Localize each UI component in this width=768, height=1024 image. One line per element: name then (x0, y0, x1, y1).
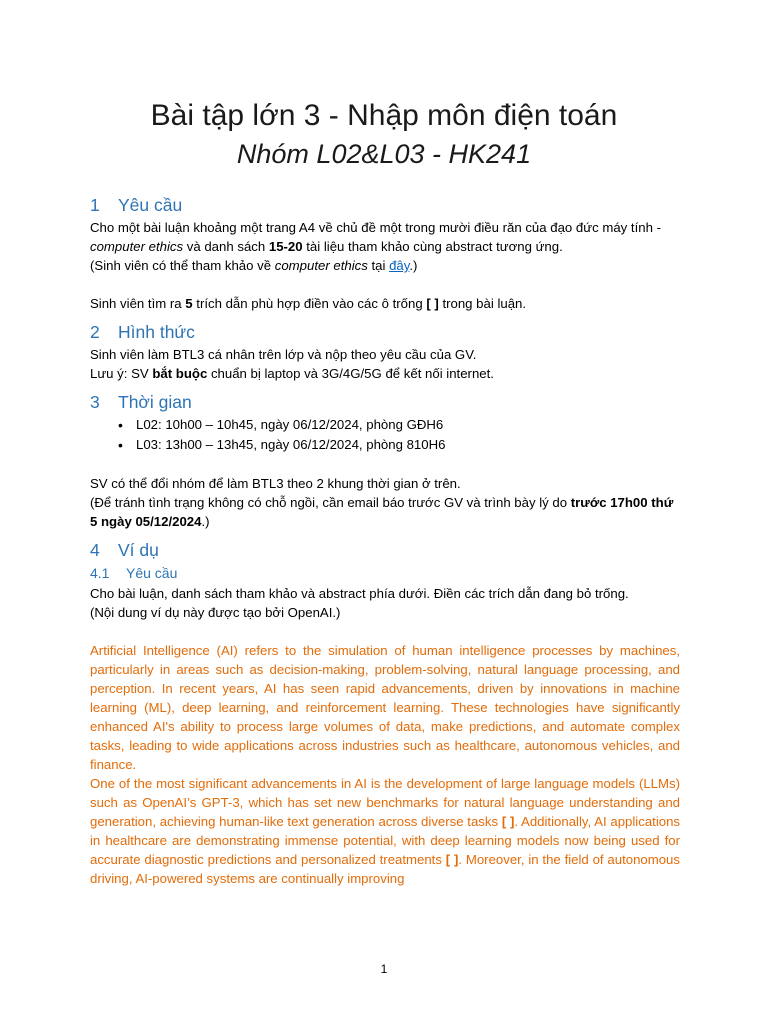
section-heading-yeu-cau (90, 192, 680, 218)
text-run: .) (409, 258, 418, 273)
example-instruction: Cho bài luận, danh sách tham khảo và abstract phía dưới. Điền các trích dẫn đang bỏ trống. (90, 586, 629, 601)
section-heading-hinh-thuc (90, 319, 680, 345)
page-number: 1 (380, 962, 388, 976)
citation-blank: [ ] (445, 852, 459, 867)
text-run: .) (201, 514, 210, 529)
text-run: Sinh viên tìm ra (90, 296, 186, 311)
requirement-paragraph (90, 218, 680, 256)
text-run: chuẩn bị laptop và 3G/4G/5G để kết nối internet. (207, 366, 494, 381)
text-run: (Sinh viên có thể tham khảo về (90, 258, 275, 273)
format-note (90, 364, 680, 383)
text-run: trong bài luận. (438, 296, 527, 311)
computer-ethics-link[interactable]: đây (389, 258, 410, 273)
document-title: Bài tập lớn 3 - Nhập môn điện toán (150, 99, 618, 132)
citation-blank: [ ] (501, 814, 515, 829)
section-number: 4 (90, 540, 100, 560)
schedule-note: SV có thể đổi nhóm để làm BTL3 theo 2 khung thời gian ở trên. (90, 476, 461, 491)
section-title: Ví dụ (118, 540, 159, 560)
emphasis-text: computer ethics (90, 239, 184, 254)
text-run: Lưu ý: SV (90, 366, 153, 381)
subsection-title: Yêu cầu (126, 565, 178, 581)
emphasis-text: computer ethics (274, 258, 368, 273)
schedule-list (90, 415, 680, 455)
text-run: One of the most significant advancements in AI is the development of large language models (LLMs) such as OpenAI’s GPT-3, which has set new benchmarks for natural language understanding and generation, achieving human-like text generation across diverse tasks (90, 776, 680, 829)
section-number: 2 (90, 322, 100, 342)
bold-text: 5 (185, 296, 193, 311)
bold-text: trước 17h00 thứ 5 ngày 05/12/2024 (90, 495, 674, 529)
section-title: Hình thức (118, 322, 195, 342)
section-heading-vi-du (90, 537, 680, 563)
subsection-heading-yeu-cau (90, 563, 680, 584)
text-run: . Moreover, in the field of autonomous driving, AI-powered systems are continually improving (90, 852, 680, 886)
task-paragraph (90, 294, 680, 313)
reference-note (90, 256, 680, 275)
section-number: 1 (90, 195, 100, 215)
schedule-item-l03: • L03: 13h00 – 13h45, ngày 06/12/2024, phòng 810H6 (136, 435, 680, 455)
text-run: tài liệu tham khảo cùng abstract tương ứng. (302, 239, 563, 254)
subsection-number: 4.1 (90, 565, 110, 581)
section-title: Thời gian (118, 392, 192, 412)
essay-paragraph-2 (90, 774, 680, 888)
text-run: Cho một bài luận khoảng một trang A4 về chủ đề một trong mười điều răn của đạo đức máy tính - (90, 220, 661, 235)
text-run: trích dẫn phù hợp điền vào các ô trống (192, 296, 427, 311)
bold-text: bắt buộc (152, 366, 208, 381)
document-subtitle: Nhóm L02&L03 - HK241 (236, 139, 532, 169)
section-number: 3 (90, 392, 100, 412)
title-block (0, 0, 768, 172)
section-title: Yêu cầu (118, 195, 183, 215)
example-source-note: (Nội dung ví dụ này được tạo bởi OpenAI.) (90, 605, 341, 620)
format-line: Sinh viên làm BTL3 cá nhân trên lớp và nộp theo yêu cầu của GV. (90, 347, 477, 362)
text-run: . Additionally, AI applications in healthcare are demonstrating immense potential, with deep learning models now being used for accurate diagnostic predictions and personalized treatments (90, 814, 681, 867)
text-run: tại (367, 258, 390, 273)
bold-text: 15-20 (268, 239, 303, 254)
section-heading-thoi-gian (90, 389, 680, 415)
text-run: (Để tránh tình trạng không có chỗ ngồi, cần email báo trước GV và trình bày lý do (90, 495, 571, 510)
essay-paragraph-1: Artificial Intelligence (AI) refers to the simulation of human intelligence processes by machines, particularly in areas such as decision-making, problem-solving, natural language processing, and perception. In recent years, AI has seen rapid advancements, driven by innovations in machine learning (ML), deep learning, and reinforcement learning. These technologies have significantly enhanced AI's ability to process large volumes of data, make predictions, and automate complex tasks, leading to wide applications across industries such as healthcare, autonomous vehicles, and finance. (90, 643, 680, 772)
bold-text: [ ] (426, 296, 439, 311)
text-run: và danh sách (183, 239, 269, 254)
schedule-warning (90, 493, 680, 531)
document-body (90, 192, 680, 888)
schedule-item-l02: • L02: 10h00 – 10h45, ngày 06/12/2024, phòng GĐH6 (136, 415, 680, 435)
